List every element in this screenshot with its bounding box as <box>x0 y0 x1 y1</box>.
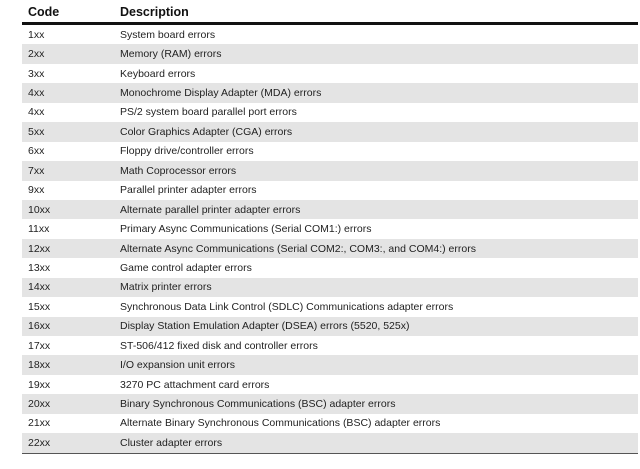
error-code-cell: 15xx <box>28 300 51 313</box>
error-code-cell: 17xx <box>28 339 51 352</box>
table-header <box>22 2 638 24</box>
table-row <box>22 433 638 453</box>
table-row <box>22 142 638 161</box>
error-description-cell: Alternate Binary Synchronous Communications (BSC) adapter errors <box>120 417 441 430</box>
error-description-cell: Primary Async Communications (Serial COM1:) errors <box>120 223 372 236</box>
error-description-cell: Alternate parallel printer adapter errors <box>114 200 638 219</box>
error-description-cell: Color Graphics Adapter (CGA) errors <box>114 122 638 141</box>
error-code-cell: 6xx <box>28 145 45 158</box>
table-row <box>22 219 638 238</box>
error-code-cell: 11xx <box>28 223 50 236</box>
table-body <box>22 24 638 454</box>
error-code-cell: 9xx <box>28 184 45 197</box>
table-row <box>22 278 638 297</box>
error-description-cell: System board errors <box>120 28 216 41</box>
error-code-cell: 21xx <box>28 417 51 430</box>
error-code-table <box>22 2 638 454</box>
error-description-cell: Monochrome Display Adapter (MDA) errors <box>114 83 638 102</box>
error-description-cell: Matrix printer errors <box>114 278 638 297</box>
table-row <box>22 83 638 102</box>
table-row <box>22 394 638 413</box>
error-code-cell: 7xx <box>22 161 114 180</box>
error-code-cell: 22xx <box>22 433 114 453</box>
error-code-cell: 4xx <box>22 83 114 102</box>
error-description-cell: Keyboard errors <box>120 67 196 80</box>
table-row <box>22 297 638 316</box>
table-row <box>22 200 638 219</box>
error-description-cell: ST-506/412 fixed disk and controller errors <box>120 339 318 352</box>
error-code-cell: 12xx <box>22 239 114 258</box>
header-row <box>22 2 638 24</box>
error-code-cell: 2xx <box>22 44 114 63</box>
table-row <box>22 24 638 45</box>
table-row <box>22 161 638 180</box>
table-row <box>22 64 638 83</box>
error-description-cell: Display Station Emulation Adapter (DSEA) errors (5520, 525x) <box>114 317 638 336</box>
error-description-cell: 3270 PC attachment card errors <box>120 378 270 391</box>
table-row <box>22 355 638 374</box>
error-description-cell: Memory (RAM) errors <box>114 44 638 63</box>
table-row <box>22 181 638 200</box>
error-description-cell: PS/2 system board parallel port errors <box>120 106 297 119</box>
table-row <box>22 317 638 336</box>
error-description-cell: Alternate Async Communications (Serial COM2:, COM3:, and COM4:) errors <box>114 239 638 258</box>
code-column-header: Code <box>22 2 114 24</box>
table-row <box>22 414 638 433</box>
error-description-cell: Floppy drive/controller errors <box>120 145 254 158</box>
error-code-cell: 10xx <box>22 200 114 219</box>
error-code-cell: 16xx <box>22 317 114 336</box>
error-description-cell: Parallel printer adapter errors <box>120 184 257 197</box>
error-description-cell: Cluster adapter errors <box>114 433 638 453</box>
error-code-cell: 18xx <box>22 355 114 374</box>
error-code-cell: 5xx <box>22 122 114 141</box>
table-row <box>22 44 638 63</box>
error-code-cell: 19xx <box>28 378 51 391</box>
error-code-cell: 3xx <box>28 67 45 80</box>
error-code-cell: 20xx <box>22 394 114 413</box>
error-code-cell: 14xx <box>22 278 114 297</box>
error-description-cell: Math Coprocessor errors <box>114 161 638 180</box>
table-row <box>22 375 638 394</box>
table-row <box>22 336 638 355</box>
error-description-cell: I/O expansion unit errors <box>114 355 638 374</box>
error-code-cell: 13xx <box>28 261 51 274</box>
description-column-header: Description <box>114 2 638 24</box>
error-code-cell: 1xx <box>28 28 45 41</box>
error-description-cell: Synchronous Data Link Control (SDLC) Communications adapter errors <box>120 300 454 313</box>
table-row <box>22 258 638 277</box>
error-description-cell: Game control adapter errors <box>120 261 252 274</box>
table-row <box>22 239 638 258</box>
table-row <box>22 103 638 122</box>
table-row <box>22 122 638 141</box>
error-code-cell: 4xx <box>28 106 45 119</box>
error-description-cell: Binary Synchronous Communications (BSC) adapter errors <box>114 394 638 413</box>
